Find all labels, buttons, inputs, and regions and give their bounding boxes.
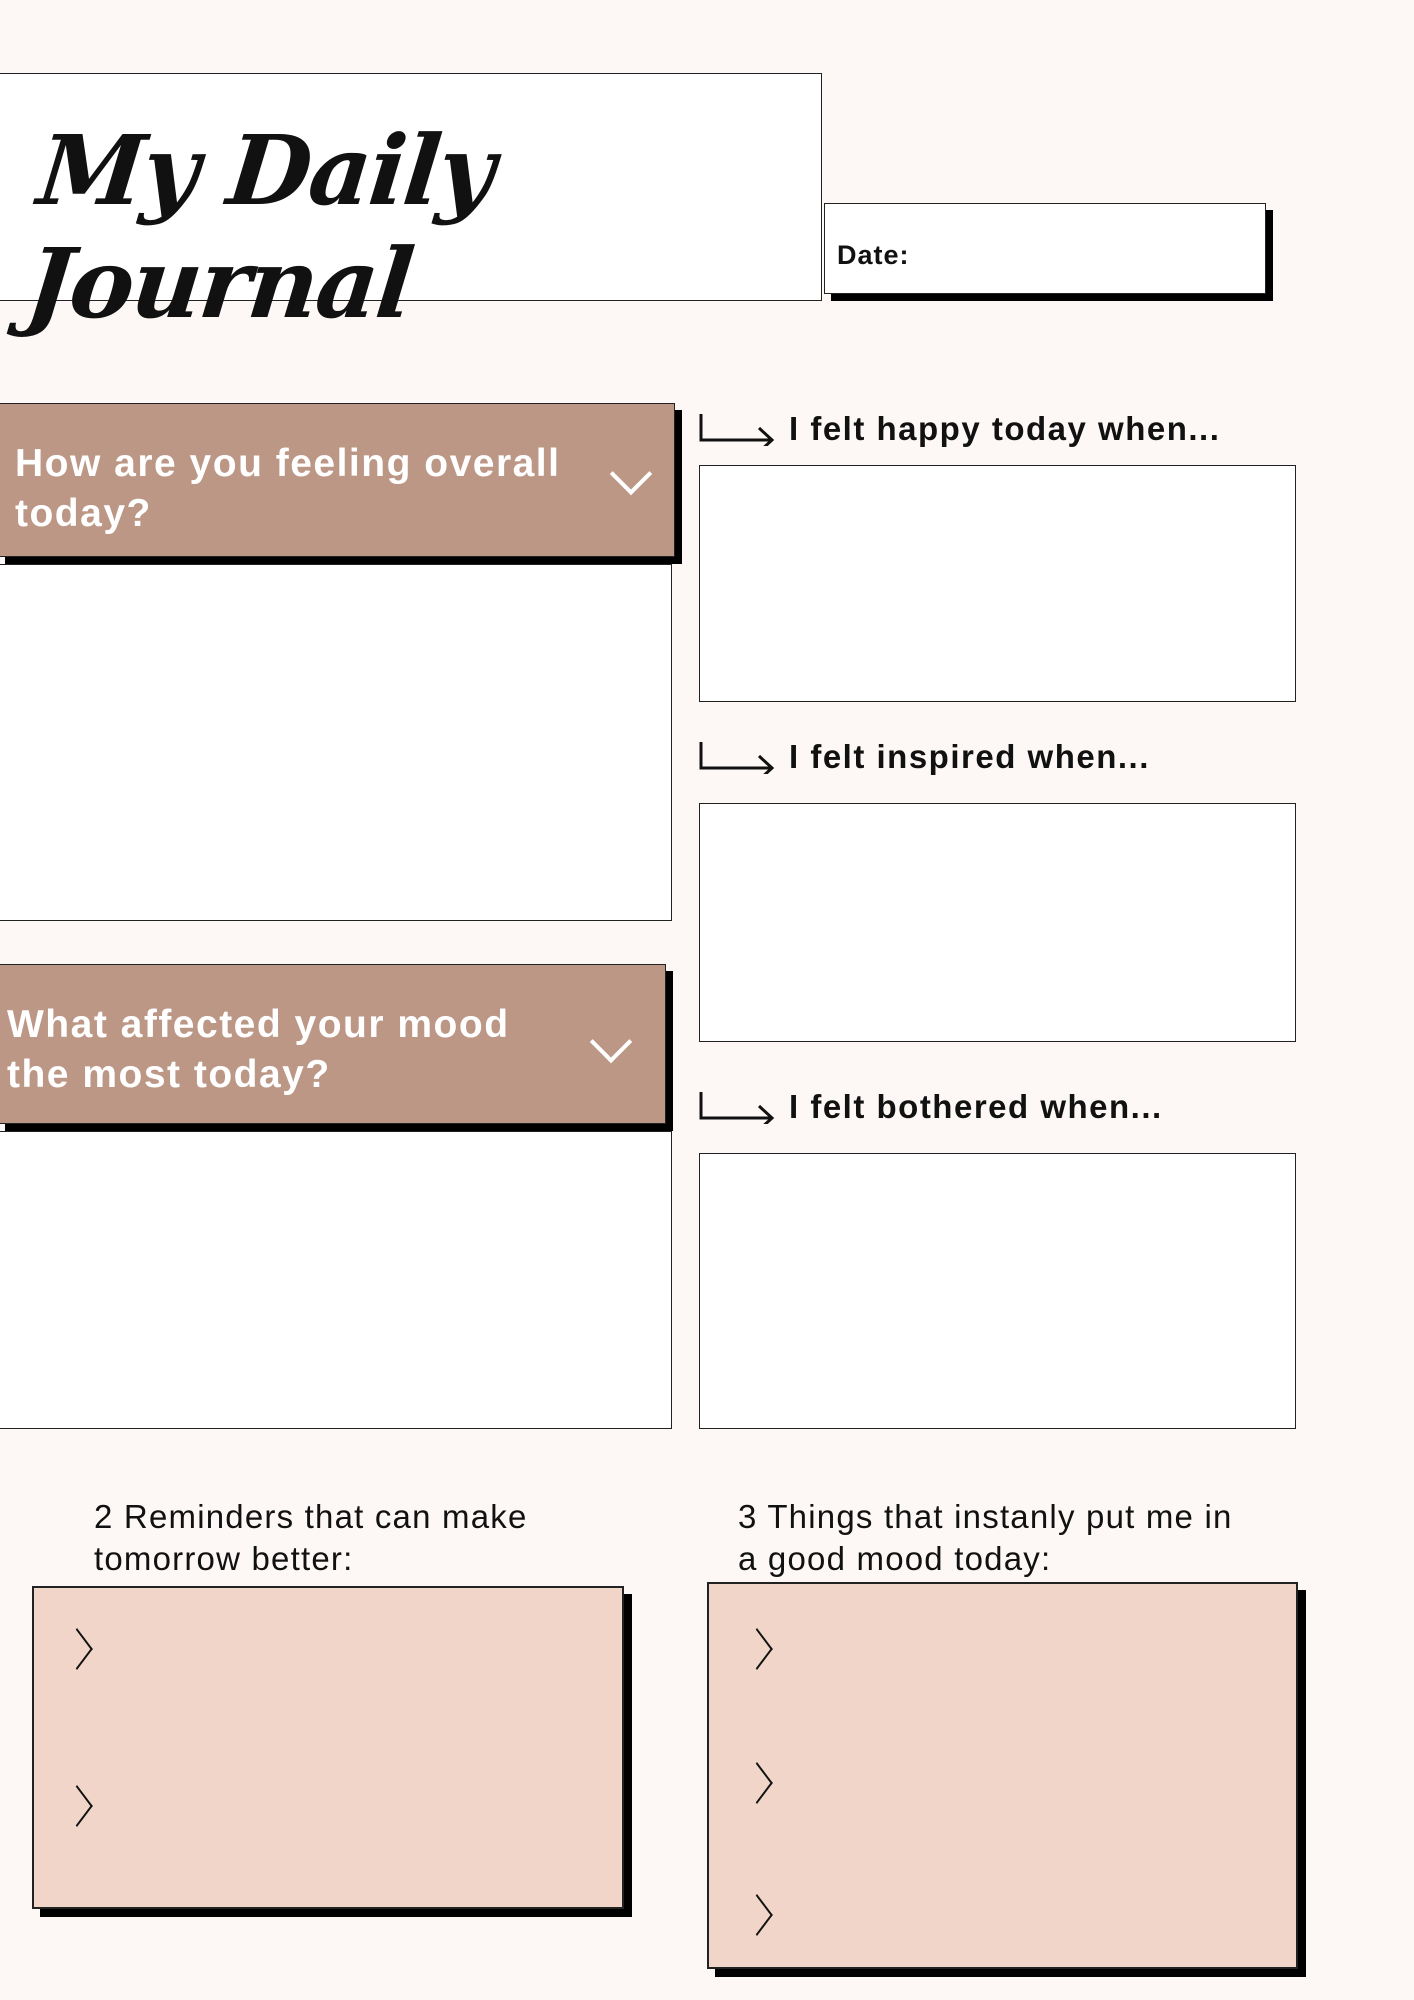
prompt-text: I felt happy today when... — [789, 410, 1221, 447]
question-header-mood — [0, 964, 666, 1124]
chevron-down-icon — [610, 453, 652, 495]
prompt-box-inspired[interactable] — [699, 803, 1296, 1042]
good-mood-box[interactable] — [707, 1582, 1298, 1969]
prompt-label-happy — [699, 410, 1220, 448]
prompt-text: I felt inspired when... — [789, 738, 1150, 775]
prompt-box-bothered[interactable] — [699, 1153, 1296, 1429]
chevron-down-icon — [590, 1021, 632, 1063]
chevron-right-icon — [741, 1628, 773, 1670]
arrow-right-icon — [699, 1090, 775, 1124]
answer-box-mood[interactable] — [0, 1131, 672, 1429]
date-field[interactable] — [824, 203, 1266, 294]
question-label: What affected your mood the most today? — [7, 1003, 510, 1096]
chevron-right-icon — [741, 1894, 773, 1936]
prompt-label-inspired — [699, 738, 1150, 776]
prompt-label-bothered — [699, 1088, 1163, 1126]
good-mood-label: 3 Things that instanly put me in a good mood today: — [738, 1498, 1233, 1577]
chevron-right-icon — [61, 1628, 93, 1670]
arrow-right-icon — [699, 740, 775, 774]
chevron-right-icon — [61, 1785, 93, 1827]
reminders-label: 2 Reminders that can make tomorrow better: — [94, 1498, 528, 1577]
chevron-right-icon — [741, 1762, 773, 1804]
question-label: How are you feeling overall today? — [15, 442, 561, 535]
page-title: My Daily Journal — [21, 114, 499, 340]
date-label: Date: — [837, 240, 910, 270]
question-header-feeling — [0, 403, 675, 557]
reminders-box[interactable] — [32, 1586, 624, 1909]
answer-box-feeling[interactable] — [0, 564, 672, 921]
arrow-right-icon — [699, 412, 775, 446]
title-box — [0, 73, 822, 340]
prompt-text: I felt bothered when... — [789, 1088, 1163, 1125]
prompt-box-happy[interactable] — [699, 465, 1296, 702]
